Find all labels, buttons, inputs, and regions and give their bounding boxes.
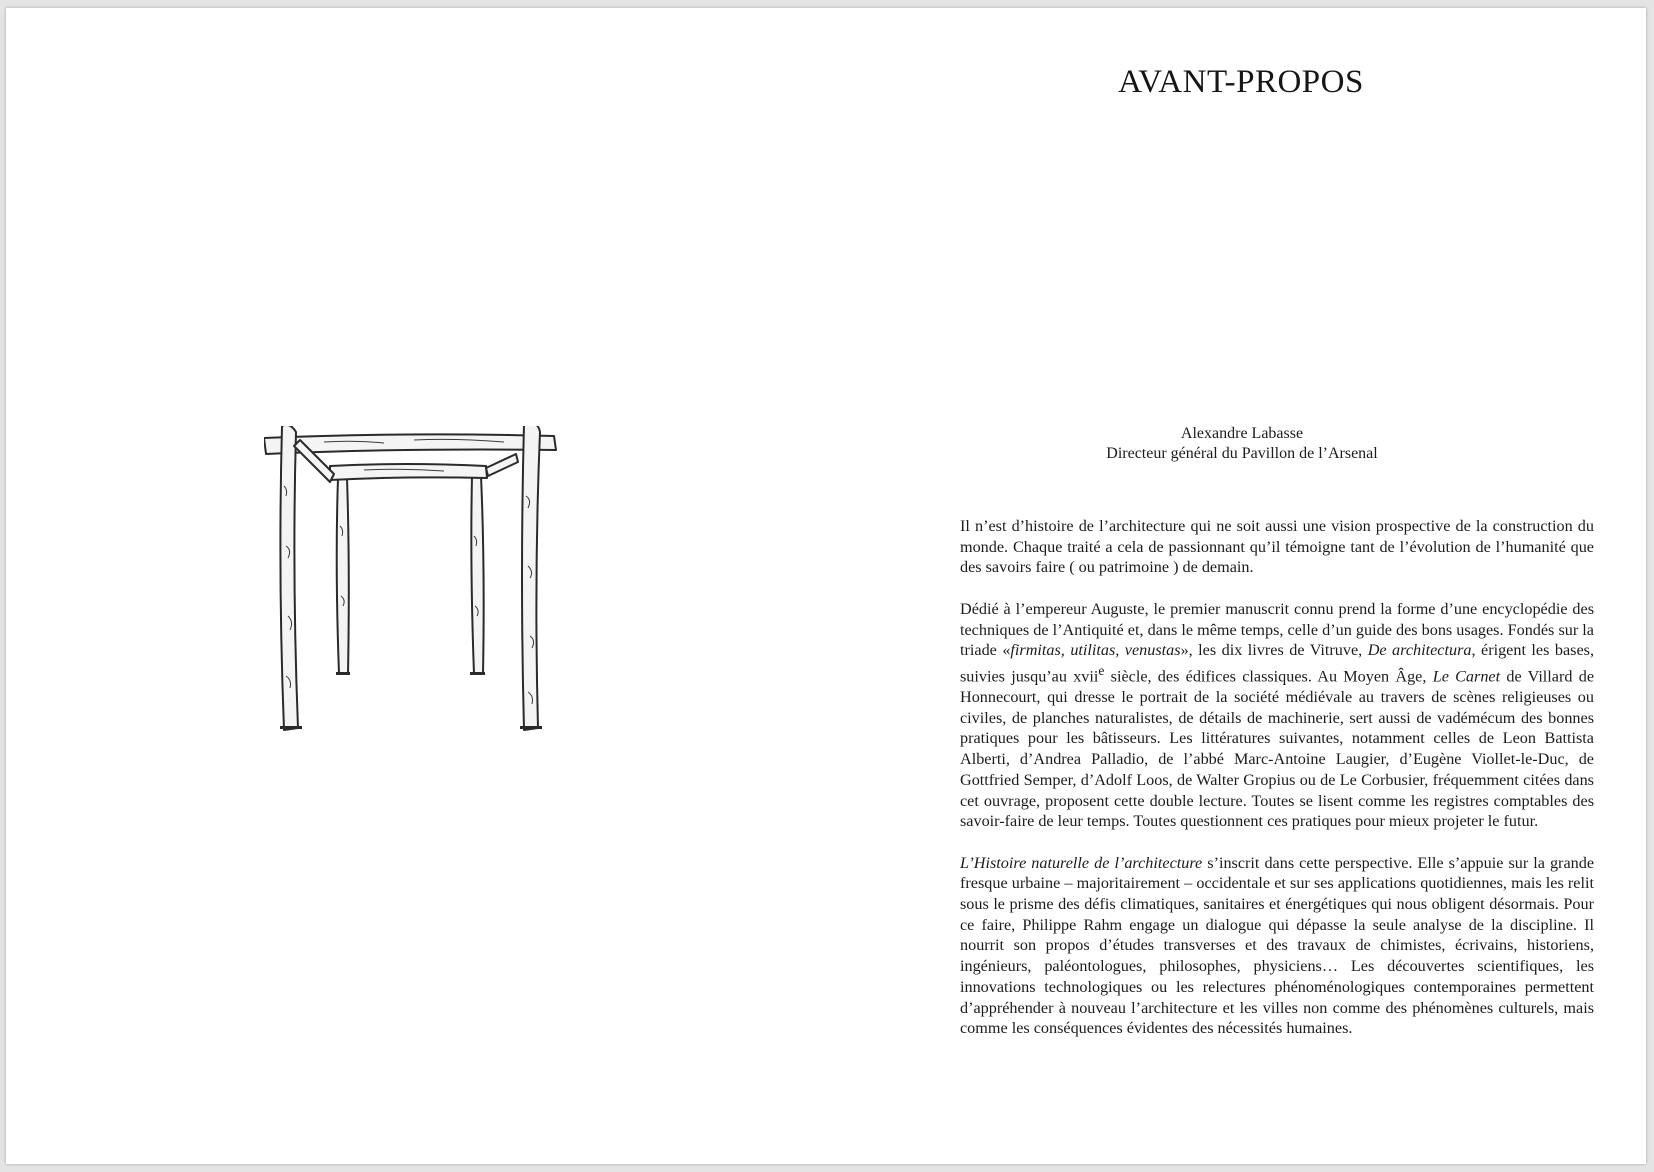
author-name: Alexandre Labasse	[1180, 425, 1304, 442]
page-title: AVANT-PROPOS	[1118, 64, 1364, 100]
paragraph-2-text-5: de Villard de Honnecourt, qui dresse le portrait de la société médiévale au travers de scènes religieuses ou civiles, de planches naturalistes, de détails de machinerie, sert aussi de vadémécum des bonnes pratiques pour les bâtisseurs. Les littératures suivantes, notamment celles de Leon Battista Alberti, d’Andrea Palladio, de l’abbé Marc-Antoine Laugier, d’Eugène Viollet-le-Duc, de Gottfried Semper, d’Adolf Loos, de Walter Gropius ou de Le Corbusier, fréquemment citées dans cet ouvrage, proposent cette double lecture. Toutes se lisent comme les registres comptables des savoir-faire de leur temps. Toutes questionnent ces pratiques pour mieux projeter le futur.	[960, 667, 1595, 831]
paragraph-2-text-4: siècle, des édifices classiques. Au Moyen Âge,	[1104, 667, 1427, 686]
paragraph-2	[960, 599, 1594, 832]
paragraph-1-text: Il n’est d’histoire de l’architecture qui ne soit aussi une vision prospective de la construction du monde. Chaque traité a cela de passionnant qu’il témoigne tant de l’évolution de l’humanité que des savoirs faire ( ou patrimoine ) de demain.	[960, 517, 1594, 577]
paragraph-2-superscript: e	[1098, 662, 1105, 678]
author-role: Directeur général du Pavillon de l’Arsenal	[1106, 445, 1378, 462]
rustic-frame-illustration	[264, 426, 570, 742]
paragraph-2-text-2: », les dix livres de Vitruve,	[1180, 641, 1363, 660]
paragraph-1	[960, 516, 1594, 578]
paragraph-3-italic-title: L’Histoire naturelle de l’architecture	[960, 853, 1203, 872]
author-block	[1036, 424, 1448, 464]
body-text	[960, 516, 1594, 1060]
paragraph-2-italic-triade: firmitas, utilitas, venustas	[1010, 641, 1181, 660]
paragraph-3-text: s’inscrit dans cette perspective. Elle s’appuie sur la grande fresque urbaine – majoritairement – occidentale et sur ses applications quotidiennes, mais les relit sous le prisme des défis climatiques, sanitaires et énergétiques qui nous obligent désormais. Pour ce faire, Philippe Rahm engage un dialogue qui dépasse la seule analyse de la discipline. Il nourrit son propos d’études transverses et des travaux de chimistes, écrivains, historiens, ingénieurs, paléontologues, philosophes, physiciens… Les découvertes scientifiques, les innovations technologiques ou les relectures phénoménologiques contemporaines permettent d’appréhender à nouveau l’architecture et les villes non comme des phénomènes culturels, mais comme les conséquences évidentes des nécessités humaines.	[960, 853, 1594, 1038]
paragraph-2-italic-de-architectura: De architectura	[1367, 641, 1472, 660]
paragraph-2-italic-le-carnet: Le Carnet	[1432, 667, 1501, 686]
wooden-frame-drawing-icon	[264, 426, 570, 742]
paragraph-3	[960, 853, 1594, 1039]
paragraph-2-text-1: Dédié à l’empereur Auguste, le premier manuscrit connu prend la forme d’une encyclopédie des techniques de l’Antiquité et, dans le même temps, celle d’un guide des bons usages. Fondés sur la triade «	[960, 599, 1594, 660]
book-spread	[6, 8, 1646, 1164]
paragraph-2-text-3: , érigent les bases, suivies jusqu’au xvii	[960, 641, 1594, 686]
